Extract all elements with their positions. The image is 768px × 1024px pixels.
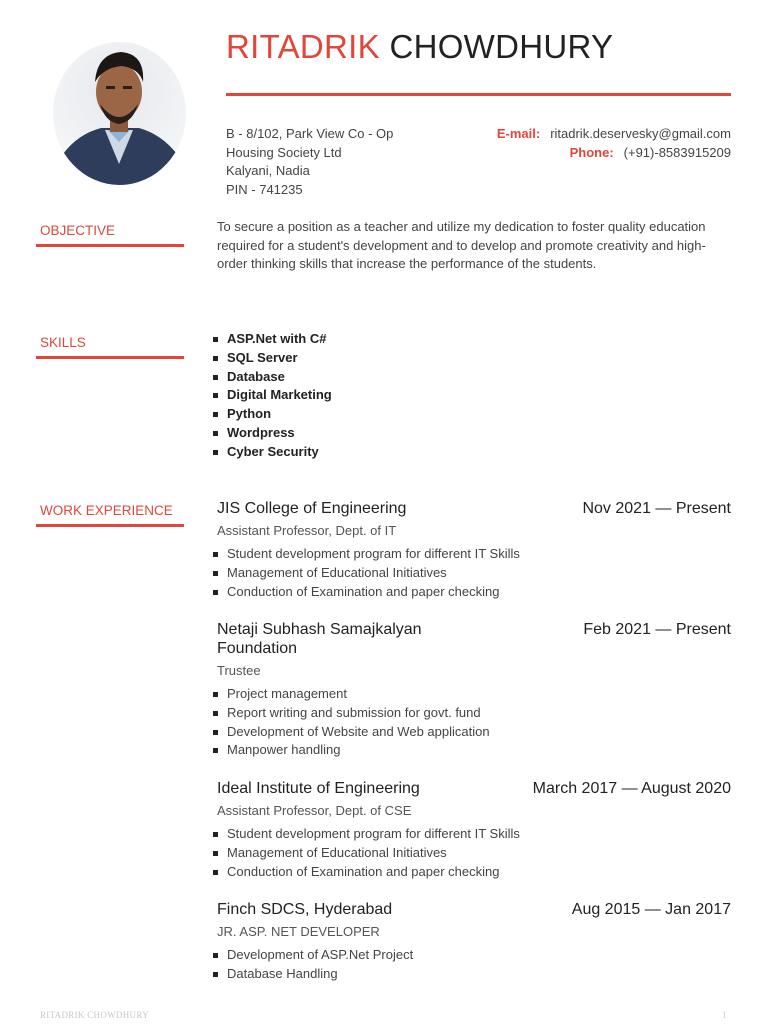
job-bullet: Development of Website and Web application	[217, 723, 490, 742]
address-line: Kalyani, Nadia	[226, 163, 310, 179]
candidate-name	[226, 28, 613, 66]
job-bullet: Conduction of Examination and paper checking	[217, 583, 520, 602]
job-title: Ideal Institute of Engineering	[217, 780, 420, 797]
section-rule	[36, 356, 184, 359]
phone-label: Phone:	[569, 144, 614, 160]
profile-photo	[53, 42, 186, 185]
job-bullet: Manpower handling	[217, 741, 490, 760]
job-bullet-list	[217, 946, 413, 984]
email-label: E-mail:	[496, 126, 541, 141]
job-date: Aug 2015 — Jan 2017	[571, 901, 731, 918]
name-divider	[226, 93, 731, 96]
objective-text: To secure a position as a teacher and utilize my dedication to foster quality education required for a student's development and to develop and promote creativity and high-order thinking skills that increase the performance of the students.	[217, 219, 706, 272]
job-date: March 2017 — August 2020	[532, 780, 731, 797]
job-bullet: Development of ASP.Net Project	[217, 946, 413, 965]
job-title: Netaji Subhash Samajkalyan Foundation	[217, 621, 422, 657]
phone-value[interactable]: (+91)-8583915209	[623, 144, 731, 160]
job-role: JR. ASP. NET DEVELOPER	[217, 924, 380, 939]
skills-list	[217, 330, 332, 462]
job-bullet: Project management	[217, 685, 490, 704]
job-date: Nov 2021 — Present	[582, 500, 731, 517]
job-bullet: Student development program for different IT Skills	[217, 825, 520, 844]
skill-item: Digital Marketing	[217, 386, 332, 405]
job-bullet: Conduction of Examination and paper checking	[217, 863, 520, 882]
job-title: Finch SDCS, Hyderabad	[217, 901, 393, 918]
last-name: CHOWDHURY	[389, 28, 614, 65]
job-date: Feb 2021 — Present	[583, 621, 731, 638]
skill-item: Wordpress	[217, 424, 332, 443]
address-line: Housing Society Ltd	[226, 144, 342, 160]
contact-block	[497, 125, 731, 162]
page-number: 1	[722, 1010, 727, 1020]
section-rule	[36, 524, 184, 527]
job-bullet-list	[217, 685, 490, 760]
first-name: RITADRIK	[226, 28, 380, 65]
skill-item: Python	[217, 405, 332, 424]
email-value[interactable]: ritadrik.deservesky@gmail.com	[550, 126, 731, 141]
section-rule	[36, 244, 184, 247]
job-role: Assistant Professor, Dept. of CSE	[217, 803, 412, 818]
job-bullet: Report writing and submission for govt. fund	[217, 704, 490, 723]
job-role: Assistant Professor, Dept. of IT	[217, 523, 397, 538]
job-bullet: Management of Educational Initiatives	[217, 844, 520, 863]
job-bullet-list	[217, 545, 520, 601]
job-bullet: Management of Educational Initiatives	[217, 564, 520, 583]
job-bullet: Student development program for different IT Skills	[217, 545, 520, 564]
job-role: Trustee	[217, 663, 261, 678]
skill-item: SQL Server	[217, 349, 332, 368]
skill-item: ASP.Net with C#	[217, 330, 332, 349]
email-row	[497, 125, 731, 144]
section-label-work-experience: WORK EXPERIENCE	[40, 503, 173, 518]
job-bullet-list	[217, 825, 520, 881]
address-line: B - 8/102, Park View Co - Op	[226, 126, 394, 141]
job-title: JIS College of Engineering	[217, 500, 407, 517]
footer-name: RITADRIK CHOWDHURY	[40, 1010, 149, 1020]
address-line: PIN - 741235	[226, 181, 303, 197]
skill-item: Database	[217, 368, 332, 387]
section-label-objective: OBJECTIVE	[40, 223, 116, 238]
phone-row	[497, 144, 731, 163]
address-block	[226, 125, 393, 199]
section-label-skills: SKILLS	[40, 335, 86, 350]
skill-item: Cyber Security	[217, 443, 332, 462]
job-bullet: Database Handling	[217, 965, 413, 984]
